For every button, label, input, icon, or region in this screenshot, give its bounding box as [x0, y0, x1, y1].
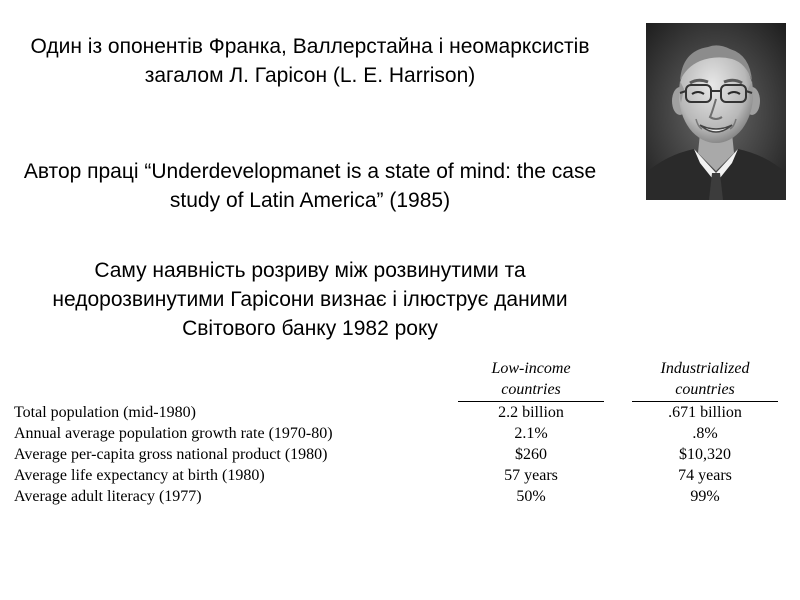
column-header-low-income: Low-income countries	[458, 358, 604, 402]
harrison-portrait-photo	[646, 23, 786, 200]
intro-paragraph: Один із опонентів Франка, Валлерстайна і неомарксистів загалом Л. Гарісон (L. E. Harrison)	[30, 35, 590, 87]
row-label: Annual average population growth rate (1970-80)	[14, 425, 333, 442]
world-bank-data-table	[14, 358, 778, 507]
industrialized-value: 74 years	[678, 467, 732, 484]
row-label: Average adult literacy (1977)	[14, 488, 202, 505]
row-label: Total population (mid-1980)	[14, 403, 196, 421]
industrialized-value: .8%	[692, 425, 718, 442]
table-header-row	[14, 358, 778, 402]
low-income-value: 50%	[516, 488, 546, 505]
work-title-paragraph: Автор праці “Underdevelopmanet is a state of mind: the case study of Latin America” (1985)	[23, 160, 597, 212]
portrait-image	[646, 23, 786, 200]
gap-paragraph: Саму наявність розриву між розвинутими та недорозвинутими Гарісони визнає і ілюструє даними Світового банку 1982 року	[52, 259, 568, 340]
low-income-value: $260	[515, 446, 547, 463]
column-header-industrialized: Industrialized countries	[632, 358, 778, 402]
row-label: Average life expectancy at birth (1980)	[14, 467, 265, 484]
table-row	[14, 465, 778, 486]
row-label: Average per-capita gross national product (1980)	[14, 446, 328, 463]
low-income-value: 2.2 billion	[498, 404, 564, 421]
table-row	[14, 402, 778, 424]
low-income-value: 2.1%	[514, 425, 548, 442]
low-income-value: 57 years	[504, 467, 558, 484]
table-row	[14, 486, 778, 507]
row-label-header	[14, 358, 458, 402]
industrialized-value: $10,320	[679, 446, 731, 463]
table-row	[14, 444, 778, 465]
industrialized-value: 99%	[690, 488, 720, 505]
table-row	[14, 423, 778, 444]
industrialized-value: .671 billion	[668, 404, 742, 421]
